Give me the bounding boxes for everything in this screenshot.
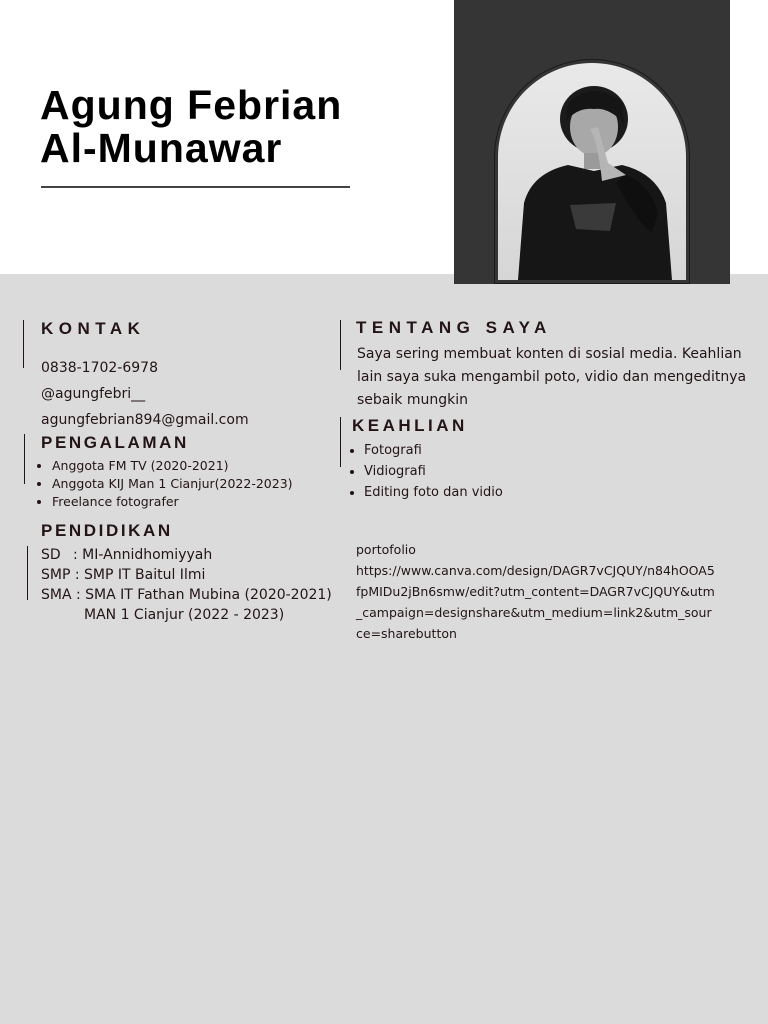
education-level: SMP: [41, 567, 71, 583]
portfolio-link[interactable]: https://www.canva.com/design/DAGR7vCJQUY/n84hOOA5fpMIDu2jBn6smw/edit?utm_content=DAGR7vCJQUY&utm_campaign=designshare&utm_medium=link2&utm_source=sharebutton: [356, 563, 715, 641]
contact-accent-bar: [23, 320, 24, 368]
experience-accent-bar: [24, 434, 25, 484]
name-line-1: Agung Febrian: [40, 82, 343, 128]
skills-accent-bar: [340, 417, 341, 467]
full-name: [40, 84, 342, 170]
skill-item: • Fotografi: [364, 440, 503, 461]
education-school: SMP IT Baitul Ilmi: [84, 567, 206, 583]
name-divider: [41, 186, 350, 188]
education-school: MI-Annidhomiyyah: [82, 547, 213, 563]
education-row: [41, 565, 205, 585]
about-accent-bar: [340, 320, 341, 370]
education-heading: PENDIDIKAN: [41, 521, 173, 540]
about-text: Saya sering membuat konten di sosial media. Keahlian lain saya suka mengambil poto, vidio dan mengeditnya sebaik mungkin: [357, 346, 747, 408]
education-separator: :: [73, 547, 78, 563]
contact-social: @agungfebri__: [41, 386, 146, 402]
education-school: SMA IT Fathan Mubina (2020-2021): [85, 587, 332, 603]
skills-list: [353, 440, 503, 503]
education-extra: MAN 1 Cianjur (2022 - 2023): [84, 607, 285, 623]
education-row: [41, 585, 332, 605]
skill-item: • Vidiografi: [364, 461, 503, 482]
profile-photo: [498, 63, 686, 280]
education-level: SD: [41, 547, 61, 563]
education-separator: :: [74, 567, 80, 583]
skills-heading: KEAHLIAN: [352, 416, 468, 435]
education-separator: :: [76, 587, 81, 603]
experience-list: [41, 457, 293, 511]
experience-item: • Freelance fotografer: [52, 493, 293, 511]
about-heading: TENTANG SAYA: [356, 318, 552, 337]
portfolio-block: [356, 539, 716, 644]
education-accent-bar: [27, 546, 28, 600]
education-row: [41, 545, 212, 565]
contact-phone: 0838-1702-6978: [41, 360, 158, 376]
experience-item: • Anggota KIJ Man 1 Cianjur(2022-2023): [52, 475, 293, 493]
education-level: SMA: [41, 587, 72, 603]
experience-heading: PENGALAMAN: [41, 433, 189, 452]
contact-heading: KONTAK: [41, 319, 146, 338]
contact-email: agungfebrian894@gmail.com: [41, 412, 249, 428]
skill-item: • Editing foto dan vidio: [364, 482, 503, 503]
portfolio-label: portofolio: [356, 542, 416, 557]
name-line-2: Al-Munawar: [40, 125, 283, 171]
experience-item: • Anggota FM TV (2020-2021): [52, 457, 293, 475]
